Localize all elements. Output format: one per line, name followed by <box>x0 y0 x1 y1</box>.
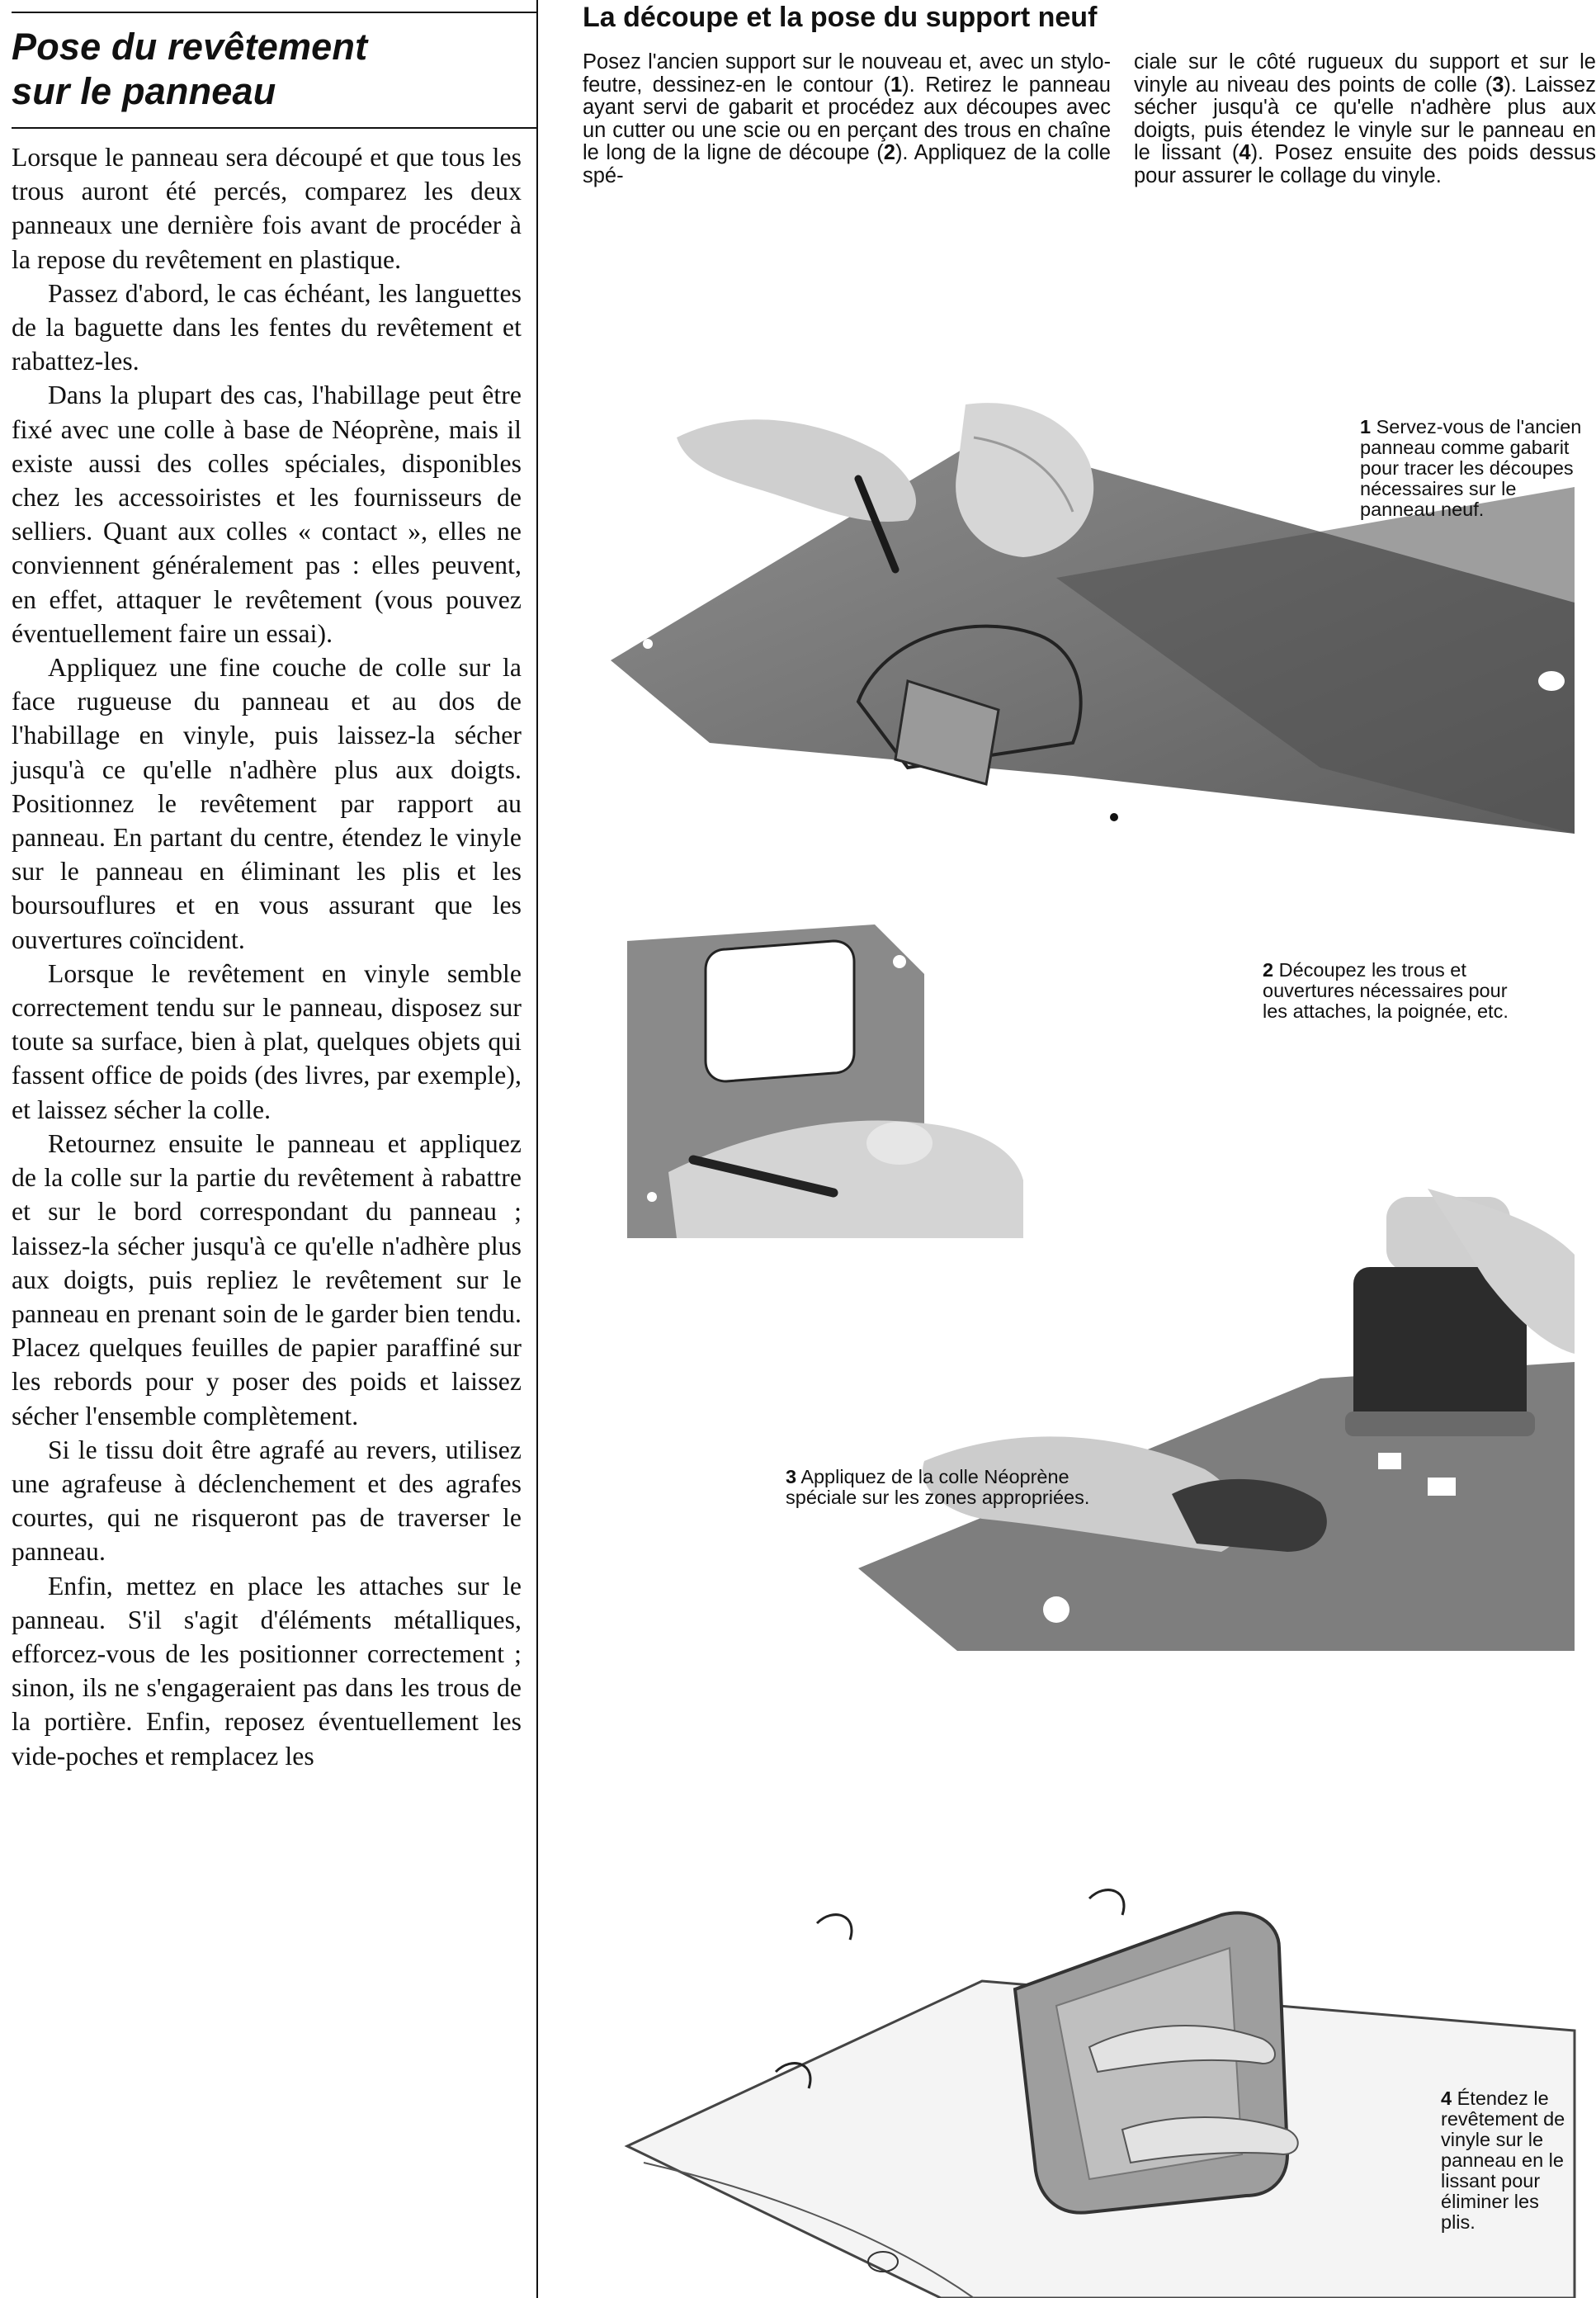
body-paragraph: Lorsque le panneau sera découpé et que tous les trous auront été percés, comparez les deux panneaux une dernière fois avant de procéder à la repose du revêtement en plastique. <box>12 143 522 274</box>
photo-smoothing-vinyl <box>627 1799 1575 2298</box>
caption-number: 2 <box>1263 959 1274 981</box>
section-title <box>12 25 523 114</box>
body-paragraph: Si le tissu doit être agrafé au revers, utilisez une agrafeuse à déclenchement et des agrafes courtes, qui ne risqueront pas de traverser le panneau. <box>12 1435 522 1567</box>
top-rule <box>12 12 536 13</box>
caption-text: Découpez les trous et ouvertures nécessaires pour les attaches, la poignée, etc. <box>1263 959 1509 1022</box>
intro-text: ). Posez ensuite des poids dessus pour assurer le collage du vinyle. <box>1134 141 1596 187</box>
photo-applying-glue <box>858 1189 1575 1651</box>
section-title-line-1: Pose du revêtement <box>12 26 368 68</box>
body-paragraph: Lorsque le revêtement en vinyle semble correctement tendu sur le panneau, disposez sur toute sa surface, bien à plat, quelques objets qui fassent office de poids (des livres, par exemple), et laissez sécher la colle. <box>12 958 522 1124</box>
caption-number: 1 <box>1360 416 1372 437</box>
caption-3 <box>786 1467 1091 1508</box>
body-paragraph: Appliquez une fine couche de colle sur la face rugueuse du panneau et au dos de l'habillage en vinyle, puis laissez-la sécher jusqu'à ce qu'elle n'adhère plus aux doigts. Positionnez le revêtement par rapport au panneau. En partant du centre, étendez le vinyle sur le panneau en éliminant les plis et les boursouflures et en vous assurant que les ouvertures coïncident. <box>12 653 522 954</box>
title-underline <box>12 127 536 129</box>
intro-text: ). Laissez sécher jusqu'à ce qu'elle n'adhère plus aux doigts, puis étendez le vinyle sur le panneau en le lissant ( <box>1134 73 1596 164</box>
caption-text: Servez-vous de l'ancien panneau comme gabarit pour tracer les découpes nécessaires sur le panneau neuf. <box>1360 416 1582 520</box>
intro-text-column-1 <box>583 51 1111 187</box>
caption-text: Étendez le revêtement de vinyle sur le panneau en le lissant pour éliminer les plis. <box>1441 2088 1565 2233</box>
caption-2 <box>1263 960 1527 1022</box>
intro-text: Posez l'ancien support sur le nouveau et, avec un stylo-feutre, dessinez-en le contour ( <box>583 50 1111 97</box>
caption-1 <box>1360 417 1583 520</box>
step-number: 4 <box>1239 141 1251 164</box>
caption-4 <box>1441 2088 1575 2233</box>
subsection-heading: La découpe et la pose du support neuf <box>583 2 1098 33</box>
body-text <box>12 140 522 1773</box>
body-paragraph: Enfin, mettez en place les attaches sur le panneau. S'il s'agit d'éléments métalliques, efforcez-vous de les positionner correctement ; sinon, ils ne s'engageraient pas dans les trous de la portière. Enfin, reposez éventuellement les vide-poches et remplacez les <box>12 1571 522 1771</box>
step-number: 2 <box>883 141 895 164</box>
section-title-line-2: sur le panneau <box>12 70 276 112</box>
caption-text: Appliquez de la colle Néoprène spéciale sur les zones appropriées. <box>786 1466 1090 1508</box>
intro-text: ). Appliquez de la colle spé- <box>583 141 1111 187</box>
caption-number: 4 <box>1441 2088 1452 2109</box>
left-column <box>12 0 538 2298</box>
body-paragraph: Passez d'abord, le cas échéant, les languettes de la baguette dans les fentes du revêtement et rabattez-les. <box>12 278 522 376</box>
intro-text-column-2 <box>1134 51 1596 187</box>
step-number: 1 <box>890 73 903 97</box>
intro-text: ). Retirez le panneau ayant servi de gabarit et procédez aux découpes avec un cutter ou une scie ou en perçant des trous en chaîne le long de la ligne de découpe ( <box>583 73 1111 164</box>
body-paragraph: Dans la plupart des cas, l'habillage peut être fixé avec une colle à base de Néoprène, mais il existe aussi des colles spéciales, disponibles chez les accessoiristes et les fournisseurs de selliers. Quant aux colles « contact », elles ne conviennent généralement pas : elles peuvent, en effet, attaquer le revêtement (vous pouvez éventuellement faire un essai). <box>12 381 522 648</box>
caption-number: 3 <box>786 1466 797 1487</box>
step-number: 3 <box>1492 73 1504 97</box>
body-paragraph: Retournez ensuite le panneau et appliquez de la colle sur la partie du revêtement à rabattre et sur le bord correspondant du panneau ; laissez-la sécher jusqu'à ce qu'elle n'adhère plus aux doigts, puis repliez le revêtement sur le panneau en prenant soin de le garder bien tendu. Placez quelques feuilles de papier paraffiné sur les rebords pour y poser des poids et laissez sécher l'ensemble complètement. <box>12 1128 522 1430</box>
intro-text: ciale sur le côté rugueux du support et sur le vinyle au niveau des points de colle ( <box>1134 50 1596 97</box>
